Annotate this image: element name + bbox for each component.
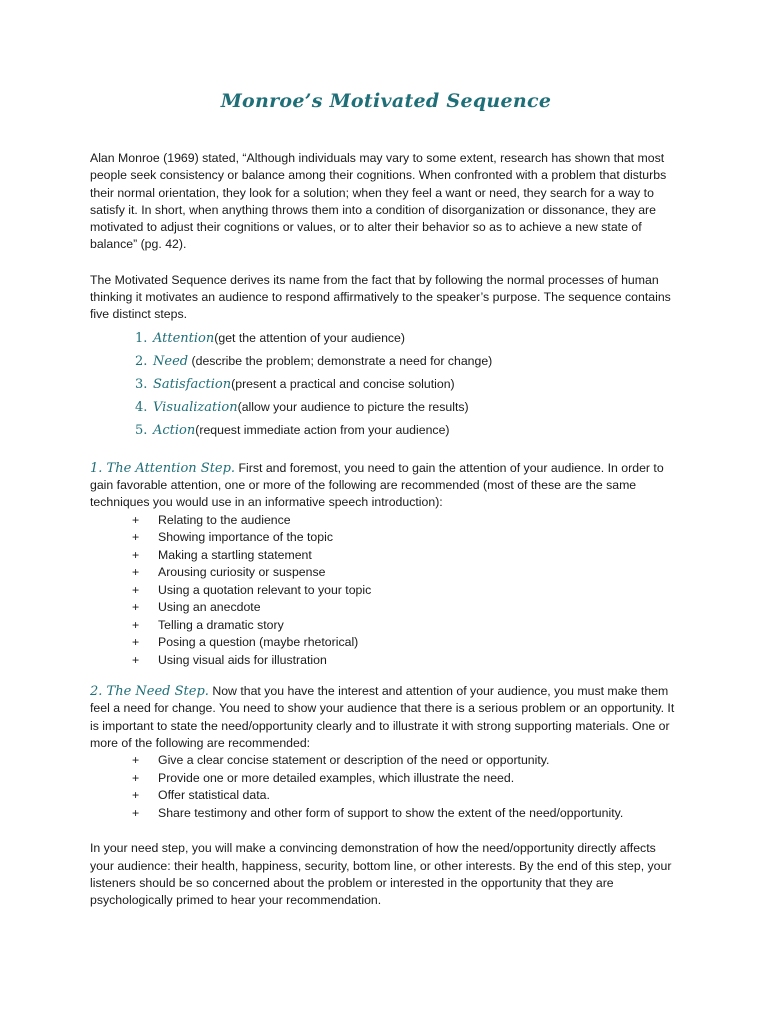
need-step-text: Now that you have the interest and attention of your audience, you must make them feel a need for change. You need to show your audience that there is a serious problem or an opportunity. It is important to state the need/opportunity clearly and to illustrate it with strong supporting materials. One or more of the following are recommended: <box>90 684 675 750</box>
page-title: Monroe’s Motivated Sequence <box>220 90 552 112</box>
step-description: (describe the problem; demonstrate a need for change) <box>191 353 493 368</box>
list-item: + Posing a question (maybe rhetorical) <box>132 634 682 652</box>
list-item: + Offer statistical data. <box>132 787 682 805</box>
list-item: + Using visual aids for illustration <box>132 652 682 670</box>
plus-bullet: + <box>132 617 140 632</box>
attention-step-heading: 1. The Attention Step. <box>90 460 236 476</box>
step-name: Visualization <box>153 399 238 415</box>
need-step-heading: 2. The Need Step. <box>90 684 209 700</box>
plus-bullet: + <box>132 753 140 768</box>
list-item: + Making a startling statement <box>132 547 682 565</box>
plus-bullet: + <box>132 805 140 820</box>
need-closing-paragraph: In your need step, you will make a convincing demonstration of how the need/opportunity directly affects your audience: their health, happiness, security, bottom line, or other interests. By the end of this step, your listeners should be so concerned about the problem or interested in the opportunity that they are psychologically primed to hear your recommendation. <box>90 841 672 908</box>
step-number: 1. <box>135 330 148 346</box>
step-number: 3. <box>135 376 148 392</box>
list-item: + Using an anecdote <box>132 599 682 617</box>
plus-bullet: + <box>132 788 140 803</box>
list-item: + Telling a dramatic story <box>132 617 682 635</box>
step-number: 2. <box>135 353 148 369</box>
plus-bullet: + <box>132 600 140 615</box>
plus-bullet: + <box>132 530 140 545</box>
plus-bullet: + <box>132 635 140 650</box>
plus-bullet: + <box>132 565 140 580</box>
step-number: 4. <box>135 399 148 415</box>
step-name: Attention <box>153 330 215 346</box>
step-item <box>135 373 682 396</box>
plus-bullet: + <box>132 770 140 785</box>
step-item <box>135 396 682 419</box>
list-item: + Share testimony and other form of support to show the extent of the need/opportunity. <box>132 805 682 823</box>
step-item <box>135 350 682 373</box>
step-description: (allow your audience to picture the results) <box>237 399 469 414</box>
plus-bullet: + <box>132 582 140 597</box>
attention-techniques-list <box>90 512 682 670</box>
need-recommendations-list <box>90 752 682 822</box>
need-step-paragraph <box>90 683 682 752</box>
list-item: + Using a quotation relevant to your topic <box>132 582 682 600</box>
attention-step-paragraph <box>90 460 682 512</box>
steps-list <box>90 327 682 442</box>
step-item <box>135 419 682 442</box>
intro-paragraph: Alan Monroe (1969) stated, “Although individuals may vary to some extent, research has shown that most people seek consistency or balance among their cognitions. When confronted with a problem that disturbs their normal orientation, they look for a solution; when they feel a want or need, they search for a way to satisfy it. In short, when anything throws them into a condition of disorganization or dissonance, they are motivated to adjust their cognitions or values, or to alter their behavior so as to achieve a new state of balance” (pg. 42). <box>90 151 667 252</box>
step-name: Action <box>153 422 196 438</box>
attention-step-text: First and foremost, you need to gain the attention of your audience. In order to gain favorable attention, one or more of the following are recommended (most of these are the same techniques you would use in an informative speech introduction): <box>90 460 664 510</box>
step-name: Need <box>153 353 189 369</box>
step-description: (request immediate action from your audience) <box>195 422 450 437</box>
step-description: (get the attention of your audience) <box>214 330 405 345</box>
plus-bullet: + <box>132 652 140 667</box>
list-item: + Give a clear concise statement or description of the need or opportunity. <box>132 752 682 770</box>
plus-bullet: + <box>132 512 140 527</box>
step-number: 5. <box>135 422 148 438</box>
document-page <box>90 90 682 909</box>
plus-bullet: + <box>132 547 140 562</box>
list-item: + Provide one or more detailed examples, which illustrate the need. <box>132 770 682 788</box>
sequence-paragraph: The Motivated Sequence derives its name from the fact that by following the normal processes of human thinking it motivates an audience to respond affirmatively to the speaker’s purpose. The sequence contains five distinct steps. <box>90 272 671 322</box>
list-item: + Relating to the audience <box>132 512 682 530</box>
step-name: Satisfaction <box>153 376 232 392</box>
list-item: + Arousing curiosity or suspense <box>132 564 682 582</box>
step-item <box>135 327 682 350</box>
step-description: (present a practical and concise solution) <box>231 376 455 391</box>
list-item: + Showing importance of the topic <box>132 529 682 547</box>
